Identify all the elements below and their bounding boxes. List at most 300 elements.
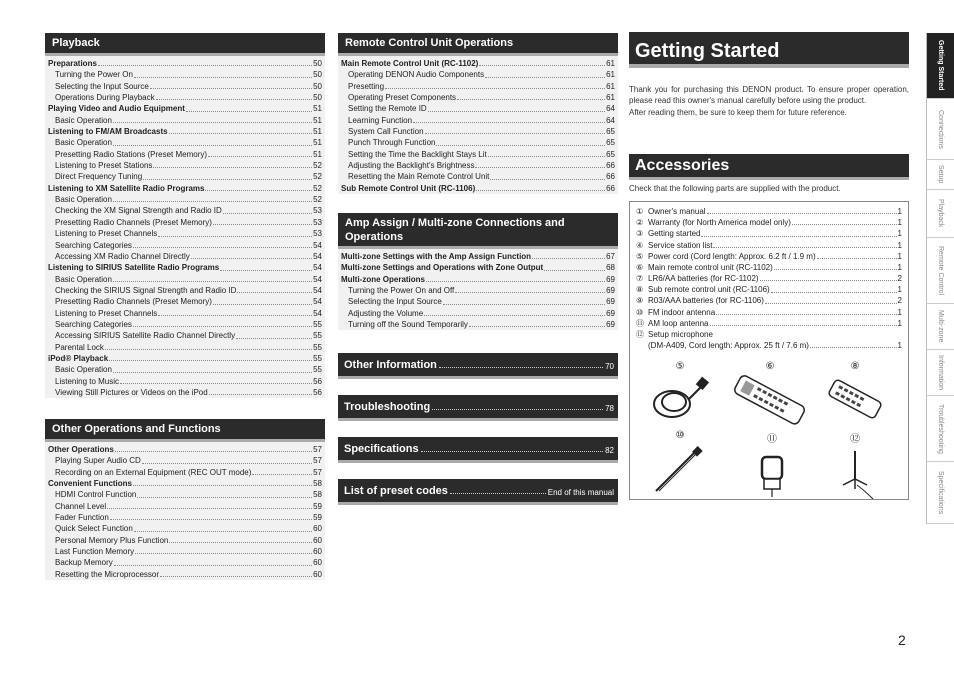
dot-leader (150, 88, 312, 89)
toc-entry-page: 61 (606, 81, 615, 91)
list-item (636, 284, 902, 295)
dot-leader (252, 474, 312, 475)
toc-entry[interactable] (341, 296, 615, 307)
item-name: Setup microphone (648, 330, 713, 340)
toc-entry[interactable] (48, 353, 322, 364)
dot-leader (114, 565, 312, 566)
dot-leader (792, 224, 897, 225)
amp-toc (338, 249, 618, 330)
toc-entry-title: Listening to FM/AM Broadcasts (48, 127, 168, 137)
toc-entry-title: iPod® Playback (48, 353, 109, 363)
toc-entry-title: Parental Lock (55, 342, 104, 352)
toc-entry[interactable] (341, 103, 615, 114)
sidebar-tab-label: Setup (937, 165, 944, 184)
dot-leader (113, 122, 312, 123)
toc-entry[interactable] (48, 251, 322, 262)
list-item (636, 329, 902, 340)
toc-entry[interactable] (341, 274, 615, 285)
toc-entry[interactable] (341, 319, 615, 330)
toc-entry-title: Operating Preset Components (348, 93, 457, 103)
toc-entry[interactable] (48, 183, 322, 194)
toc-entry-title: Operations During Playback (55, 93, 155, 103)
item-qty: 1 (897, 218, 902, 228)
toc-entry-title: Learning Function (348, 115, 413, 125)
dot-leader (220, 270, 312, 271)
toc-entry-page: 51 (313, 104, 322, 114)
dot-leader (134, 531, 312, 532)
toc-entry[interactable] (48, 546, 322, 557)
toc-entry-page: 57 (313, 456, 322, 466)
item-name: Warranty (for North America model only) (648, 218, 791, 228)
toc-entry[interactable] (48, 330, 322, 341)
toc-entry-title: Accessing SIRIUS Satellite Radio Channel Directly (55, 331, 236, 341)
toc-entry[interactable] (48, 205, 322, 216)
dot-leader (113, 281, 312, 282)
section-page: 78 (605, 404, 614, 413)
toc-entry-page: 51 (313, 127, 322, 137)
list-item (636, 307, 902, 318)
toc-entry-page: 56 (313, 376, 322, 386)
fm-antenna-figure (650, 430, 710, 499)
dot-leader (109, 360, 312, 361)
toc-entry-page: 55 (313, 353, 322, 363)
dot-leader (413, 122, 605, 123)
microphone-icon (825, 445, 885, 500)
dot-leader (532, 258, 605, 259)
toc-entry-page: 69 (606, 297, 615, 307)
section-other-information[interactable] (338, 353, 618, 379)
dot-leader (158, 236, 312, 237)
item-number: ⑨ (636, 296, 644, 306)
dot-leader (113, 372, 312, 373)
toc-entry[interactable] (48, 387, 322, 398)
toc-entry-title: Multi-zone Settings and Operations with Zone Output (341, 263, 544, 273)
sidebar-tab-label: Getting Started (937, 40, 944, 91)
toc-entry[interactable] (341, 81, 615, 92)
sidebar-tab[interactable] (926, 160, 954, 190)
toc-entry[interactable] (48, 342, 322, 353)
other-ops-header (45, 419, 325, 442)
item-name: Getting started (648, 229, 701, 239)
dot-leader (142, 463, 312, 464)
remote-title: Remote Control Unit Operations (345, 37, 514, 49)
toc-entry-title: Last Function Memory (55, 547, 135, 557)
toc-entry[interactable] (48, 489, 322, 500)
toc-entry[interactable] (341, 251, 615, 262)
intro-paragraph: Thank you for purchasing this DENON product. To ensure proper operation, please read this owner's manual carefully before using the product. (629, 85, 909, 106)
dot-leader (208, 156, 312, 157)
toc-entry-title: Basic Operation (55, 274, 112, 284)
dot-leader (544, 270, 605, 271)
fm-antenna-icon (650, 441, 710, 496)
dot-leader (98, 65, 312, 66)
dot-leader (424, 315, 605, 316)
sub-remote-icon (825, 372, 885, 427)
toc-entry[interactable] (48, 58, 322, 69)
toc-entry-page: 50 (313, 70, 322, 80)
toc-entry-title: Personal Memory Plus Function (55, 535, 169, 545)
toc-entry-title: System Call Function (348, 127, 424, 137)
dot-leader (713, 247, 896, 248)
amp-title: Amp Assign / Multi-zone Connections and Operations (345, 216, 565, 243)
list-item (636, 251, 902, 262)
dot-leader (485, 77, 605, 78)
dot-leader (425, 133, 606, 134)
toc-entry-page: 64 (606, 115, 615, 125)
item-name: FM indoor antenna (648, 307, 716, 317)
toc-entry-title: Basic Operation (55, 115, 112, 125)
accessories-title: Accessories (629, 154, 909, 180)
accessories-intro: Check that the following parts are supplied with the product. (629, 184, 841, 193)
item-number: ⑩ (636, 307, 644, 317)
toc-entry-title: Basic Operation (55, 195, 112, 205)
toc-entry-page: 53 (313, 206, 322, 216)
toc-entry[interactable] (48, 364, 322, 375)
page-number: 2 (898, 632, 906, 648)
toc-entry-page: 57 (313, 467, 322, 477)
sidebar-tab[interactable] (926, 396, 954, 462)
section-page: End of this manual (547, 488, 614, 497)
dot-leader (455, 292, 605, 293)
sidebar-tab-label: Specifications (937, 470, 944, 515)
toc-entry-title: Listening to SIRIUS Satellite Radio Programs (48, 263, 220, 273)
toc-entry[interactable] (341, 308, 615, 319)
toc-entry[interactable] (48, 137, 322, 148)
dot-leader (213, 304, 312, 305)
sidebar-tab[interactable] (926, 190, 954, 238)
sidebar-tab[interactable] (926, 350, 954, 396)
toc-entry-title: Presetting Radio Channels (Preset Memory) (55, 297, 212, 307)
other-ops-title: Other Operations and Functions (52, 423, 221, 435)
toc-entry-page: 54 (313, 308, 322, 318)
toc-entry-page: 66 (606, 172, 615, 182)
toc-entry[interactable] (48, 455, 322, 466)
toc-entry-page: 64 (606, 104, 615, 114)
item-qty: 1 (897, 262, 902, 272)
sidebar-tab[interactable] (926, 462, 954, 524)
item-qty: 1 (897, 285, 902, 295)
dot-leader (428, 111, 605, 112)
item-number: ⑦ (636, 274, 644, 284)
toc-entry-title: Multi-zone Operations (341, 274, 425, 284)
list-item (636, 296, 902, 307)
toc-entry[interactable] (48, 557, 322, 568)
toc-entry[interactable] (341, 149, 615, 160)
item-name: Power cord (Cord length: Approx. 6.2 ft / 1.9 m) (648, 251, 816, 261)
fig-label: ⑫ (850, 434, 860, 445)
dot-leader (426, 281, 605, 282)
item-number: ⑪ (636, 318, 644, 328)
dot-leader (223, 213, 312, 214)
toc-entry-page: 66 (606, 161, 615, 171)
toc-entry[interactable] (48, 115, 322, 126)
toc-entry-title: Backup Memory (55, 558, 113, 568)
toc-entry[interactable] (48, 523, 322, 534)
dot-leader (134, 77, 312, 78)
toc-entry-title: Other Operations (48, 445, 114, 454)
item-name: Owner's manual (648, 206, 706, 216)
list-item (636, 206, 902, 217)
dot-leader (213, 224, 312, 225)
section-title: Specifications (344, 443, 419, 455)
dot-leader (236, 338, 312, 339)
toc-entry-page: 66 (606, 183, 615, 193)
item-qty: 1 (897, 206, 902, 216)
dot-leader (156, 99, 312, 100)
fig-label: ⑪ (767, 434, 777, 445)
item-name: Service station list (648, 240, 713, 250)
toc-entry-title: Setting the Remote ID (348, 104, 427, 114)
section-page: 82 (605, 446, 614, 455)
toc-entry[interactable] (48, 308, 322, 319)
toc-entry-title: Multi-zone Settings with the Amp Assign Function (341, 252, 532, 261)
dot-leader (120, 383, 312, 384)
toc-entry-page: 54 (313, 274, 322, 284)
toc-entry[interactable] (48, 274, 322, 285)
item-qty: 1 (897, 318, 902, 328)
item-qty: 1 (897, 229, 902, 239)
toc-entry-title: Listening to Music (55, 376, 120, 386)
dot-leader (701, 236, 896, 237)
toc-entry-page: 52 (313, 183, 322, 193)
section-troubleshooting[interactable] (338, 395, 618, 421)
toc-entry[interactable] (48, 103, 322, 114)
dot-leader (490, 179, 605, 180)
toc-entry-page: 54 (313, 240, 322, 250)
sidebar-tab-label: Remote Control (937, 245, 944, 296)
toc-entry[interactable] (341, 285, 615, 296)
toc-entry[interactable] (341, 160, 615, 171)
toc-entry[interactable] (341, 183, 615, 194)
dot-leader (113, 201, 312, 202)
toc-entry-page: 55 (313, 331, 322, 341)
toc-entry-page: 58 (313, 479, 322, 489)
toc-entry[interactable] (341, 58, 615, 69)
item-qty: 1 (897, 240, 902, 250)
remote-toc (338, 56, 618, 194)
sidebar-tab[interactable] (926, 33, 954, 99)
power-cord-figure (650, 361, 710, 430)
toc-entry-page: 69 (606, 274, 615, 284)
toc-entry-title: Listening to Preset Stations (55, 161, 153, 171)
toc-entry[interactable] (48, 512, 322, 523)
toc-entry-page: 67 (606, 252, 615, 261)
item-number: ⑧ (636, 285, 644, 295)
toc-entry[interactable] (48, 217, 322, 228)
item-name: R03/AAA batteries (for RC-1106) (648, 296, 764, 306)
dot-leader (476, 190, 605, 191)
toc-entry-title: Presetting Radio Stations (Preset Memory) (55, 149, 208, 159)
toc-entry-title: Listening to Preset Channels (55, 308, 158, 318)
dot-leader (209, 394, 312, 395)
toc-entry-title: Presetting (348, 81, 385, 91)
dot-leader (760, 280, 897, 281)
list-item (636, 340, 902, 351)
toc-entry[interactable] (48, 149, 322, 160)
item-number: ④ (636, 240, 644, 250)
dot-leader (133, 247, 312, 248)
sidebar-tab-label: Connections (937, 109, 944, 149)
toc-entry-title: Checking the XM Signal Strength and Radio ID (55, 206, 222, 216)
toc-entry[interactable] (48, 296, 322, 307)
toc-entry[interactable] (48, 160, 322, 171)
dot-leader (436, 145, 605, 146)
list-item (636, 228, 902, 239)
toc-entry-page: 50 (313, 81, 322, 91)
toc-entry-page: 51 (313, 115, 322, 125)
other-ops-toc (45, 442, 325, 580)
toc-entry-page: 56 (313, 387, 322, 397)
sub-remote-figure (825, 361, 885, 430)
item-number: ⑥ (636, 262, 644, 272)
list-item (636, 217, 902, 228)
item-number: ② (636, 218, 644, 228)
toc-entry-page: 50 (313, 59, 322, 68)
toc-entry-title: Selecting the Input Source (55, 81, 149, 91)
section-preset-codes[interactable] (338, 479, 618, 505)
toc-entry[interactable] (48, 262, 322, 273)
toc-entry[interactable] (48, 376, 322, 387)
toc-entry[interactable] (341, 171, 615, 182)
dot-leader (237, 292, 312, 293)
sidebar-tab[interactable] (926, 304, 954, 350)
toc-entry-title: Turning the Power On and Off (348, 286, 455, 296)
toc-entry-page: 59 (313, 501, 322, 511)
toc-entry[interactable] (341, 262, 615, 273)
toc-entry[interactable] (48, 171, 322, 182)
list-item (636, 262, 902, 273)
toc-entry[interactable] (48, 92, 322, 103)
dot-leader (191, 258, 312, 259)
toc-entry-page: 54 (313, 263, 322, 273)
toc-entry-page: 50 (313, 93, 322, 103)
sidebar-tab[interactable] (926, 238, 954, 304)
dot-leader (169, 133, 313, 134)
toc-entry-title: Punch Through Function (348, 138, 436, 148)
toc-entry[interactable] (341, 115, 615, 126)
toc-entry-page: 69 (606, 320, 615, 330)
toc-entry[interactable] (48, 319, 322, 330)
toc-entry-title: Convenient Functions (48, 479, 132, 489)
toc-entry-title: Operating DENON Audio Components (348, 70, 485, 80)
toc-entry-title: Turning off the Sound Temporarily (348, 320, 468, 330)
toc-entry-page: 61 (606, 59, 615, 68)
toc-entry-page: 60 (313, 558, 322, 568)
toc-entry-page: 61 (606, 70, 615, 80)
toc-entry-page: 53 (313, 217, 322, 227)
toc-entry[interactable] (341, 126, 615, 137)
toc-entry[interactable] (48, 228, 322, 239)
section-specifications[interactable] (338, 437, 618, 463)
toc-entry[interactable] (48, 467, 322, 478)
toc-entry-page: 60 (313, 569, 322, 579)
intro-text (629, 84, 909, 118)
dot-leader (771, 292, 897, 293)
toc-entry-page: 58 (313, 490, 322, 500)
am-loop-antenna-icon (742, 445, 802, 500)
toc-entry-title: Playing Super Audio CD (55, 456, 141, 466)
toc-entry[interactable] (48, 535, 322, 546)
toc-entry[interactable] (341, 69, 615, 80)
toc-entry-title: Fader Function (55, 513, 109, 523)
toc-entry-page: 65 (606, 127, 615, 137)
item-name: Main remote control unit (RC-1102) (648, 262, 773, 272)
toc-entry[interactable] (48, 569, 322, 580)
toc-entry-title: Basic Operation (55, 138, 112, 148)
item-qty: 1 (897, 251, 902, 261)
toc-entry-title: Channel Level (55, 501, 107, 511)
toc-entry-page: 55 (313, 365, 322, 375)
toc-entry-title: Resetting the Main Remote Control Unit (348, 172, 490, 182)
dot-leader (707, 213, 897, 214)
setup-mic-figure (825, 430, 885, 503)
dot-leader (133, 485, 312, 486)
dot-leader (488, 156, 605, 157)
dot-leader (105, 349, 312, 350)
toc-entry[interactable] (48, 81, 322, 92)
playback-header (45, 33, 325, 56)
toc-entry-title: Recording on an External Equipment (REC OUT mode) (55, 467, 252, 477)
fig-label: ⑧ (850, 361, 860, 372)
toc-entry[interactable] (48, 126, 322, 137)
toc-entry[interactable] (48, 478, 322, 489)
toc-entry-page: 60 (313, 547, 322, 557)
sidebar-tab-label: Troubleshooting (937, 403, 944, 454)
toc-entry[interactable] (341, 137, 615, 148)
toc-entry-title: Accessing XM Radio Channel Directly (55, 251, 190, 261)
toc-entry[interactable] (48, 240, 322, 251)
toc-entry-title: HDMI Control Function (55, 490, 137, 500)
toc-entry-page: 69 (606, 286, 615, 296)
dot-leader (205, 190, 312, 191)
section-title: List of preset codes (344, 485, 448, 497)
toc-entry[interactable] (48, 444, 322, 455)
toc-entry-title: Main Remote Control Unit (RC-1102) (341, 59, 479, 68)
playback-toc (45, 56, 325, 398)
toc-entry-title: Turning the Power On (55, 70, 133, 80)
item-qty: 2 (897, 274, 902, 284)
toc-entry-page: 65 (606, 138, 615, 148)
toc-entry[interactable] (48, 194, 322, 205)
toc-entry[interactable] (48, 501, 322, 512)
toc-entry-page: 52 (313, 172, 322, 182)
toc-entry-title: Checking the SIRIUS Signal Strength and Radio ID (55, 285, 237, 295)
main-remote-figure (730, 361, 810, 430)
list-item (636, 273, 902, 284)
section-title: Other Information (344, 359, 437, 371)
toc-entry-page: 54 (313, 251, 322, 261)
dot-leader (153, 167, 312, 168)
toc-entry-page: 51 (313, 149, 322, 159)
toc-entry-title: Viewing Still Pictures or Videos on the iPod (55, 387, 208, 397)
dot-leader (160, 576, 312, 577)
item-number: ⑫ (636, 330, 644, 340)
sidebar-tab[interactable] (926, 99, 954, 160)
toc-entry-page: 60 (313, 535, 322, 545)
toc-entry[interactable] (341, 92, 615, 103)
toc-entry-title: Sub Remote Control Unit (RC-1106) (341, 183, 476, 193)
toc-entry[interactable] (48, 285, 322, 296)
setup-mic-qty: 1 (897, 341, 902, 351)
dot-leader (143, 179, 312, 180)
toc-entry-title: Listening to Preset Channels (55, 229, 158, 239)
am-loop-figure (742, 430, 802, 503)
toc-entry-title: Playing Video and Audio Equipment (48, 104, 185, 114)
toc-entry-title: Direct Frequency Tuning (55, 172, 143, 182)
toc-entry[interactable] (48, 69, 322, 80)
toc-entry-title: Searching Categories (55, 240, 132, 250)
amp-header (338, 213, 618, 249)
